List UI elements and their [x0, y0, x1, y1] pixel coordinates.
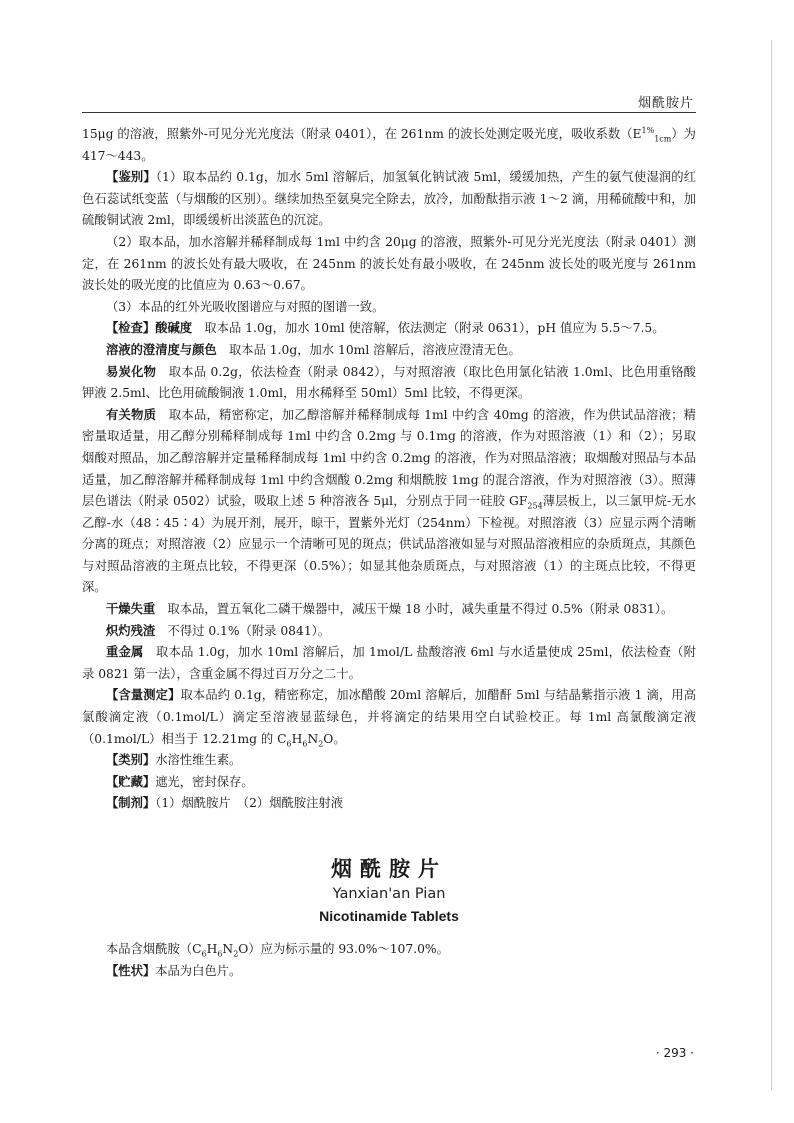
identification-2: （2）取本品，加水溶解并稀释制成每 1ml 中约含 20μg 的溶液，照紫外-可见分光光度法（附录 0401）测定，在 261nm 的波长处有最大吸收，在 245nm 的波长处有最小吸收，在 245nm 波长处的吸光度与 261nm 波长处的吸光度的比值应为 0.63～0.67。 — [82, 234, 696, 293]
monograph-title-en: Nicotinamide Tablets — [319, 908, 459, 924]
preparations-line: 【制剂】（1）烟酰胺片 （2）烟酰胺注射液 — [106, 796, 344, 811]
running-head: 烟酰胺片 — [637, 96, 694, 111]
page-edge-line — [771, 40, 772, 1090]
check-clarity: 溶液的澄清度与颜色 取本品 1.0g，加水 10ml 溶解后，溶液应澄清无色。 — [106, 342, 521, 357]
page-content — [82, 124, 696, 982]
check-heavy-metals: 重金属 取本品 1.0g，加水 10ml 溶解后，加 1mol/L 盐酸溶液 6ml 与水适量使成 25ml，依法检查（附录 0821 第一法），含重金属不得过百万分之二十。 — [82, 645, 696, 681]
identification-3: （3）本品的红外光吸收图谱应与对照的图谱一致。 — [106, 299, 385, 314]
check-residue-on-ignition: 炽灼残渣 不得过 0.1%（附录 0841）。 — [106, 623, 331, 638]
identification-1: 【鉴别】（1）取本品约 0.1g，加水 5ml 溶解后，加氢氧化钠试液 5ml，缓缓加热，产生的氨气使湿润的红色石蕊试纸变蓝（与烟酸的区别）。继续加热至氨臭完全除去，放冷，加酚酞指示液 1～2 滴，用稀硫酸中和，加硫酸铜试液 2ml，即缓缓析出淡蓝色的沉淀。 — [82, 170, 696, 228]
storage-line: 【贮藏】遮光，密封保存。 — [106, 774, 254, 789]
uv-paragraph: 15μg 的溶液，照紫外-可见分光光度法（附录 0401），在 261nm 的波长处测定吸光度，吸收系数$(E^{1\%}_{1cm})$为 417～443。 — [82, 125, 696, 163]
check-loss-on-drying: 干燥失重 取本品，置五氧化二磷干燥器中，减压干燥 18 小时，减失重量不得过 0.5%（附录 0831）。 — [106, 602, 674, 617]
monograph-properties-line: 【性状】本品为白色片。 — [106, 963, 242, 978]
page-number: · 293 · — [655, 1046, 694, 1060]
monograph-content-line: 本品含烟酰胺$(C_6H_6N_2O)$应为标示量的 93.0%～107.0%。 — [106, 942, 449, 959]
monograph-title-cn: 烟酰胺片 — [331, 857, 447, 881]
header-rule — [82, 112, 696, 113]
monograph-title-pinyin: Yanxian'an Pian — [332, 886, 446, 902]
monograph-title-block — [82, 855, 696, 927]
assay-paragraph: 【含量测定】取本品约 0.1g，精密称定，加冰醋酸 20ml 溶解后，加醋酐 5ml 与结晶紫指示液 1 滴，用高氯酸滴定液（0.1mol/L）滴定至溶液显蓝绿色，并将滴定的结果用空白试验校正。每 1ml 高氯酸滴定液（0.1mol/L）相当于 12.21mg 的 $C_6H_6N_2O$。 — [82, 688, 696, 749]
check-related-substances: 有关物质 取本品，精密称定，加乙醇溶解并稀释制成每 1ml 中约含 40mg 的溶液，作为供试品溶液；精密量取适量，用乙醇分别稀释制成每 1ml 中约含 0.2mg 与 0.1mg 的溶液，作为对照溶液（1）和（2）；另取烟酸对照品，加乙醇溶解并定量稀释制成每 1ml 中约含 0.2mg 的溶液，作为对照品溶液；取烟酸对照品与本品适量，加乙醇溶解并稀释制成每 1ml 中约含烟酸 0.2mg 和烟酰胺 1mg 的混合溶液，作为对照溶液（3）。照薄层色谱法（附录 0502）试验，吸取上述 5 种溶液各 5μl，分别点于同一硅胶 $GF_{254}$薄层板上，以三氯甲烷-无水乙醇-水（48∶45∶4）为展开剂，展开，晾干，置紫外光灯（254nm）下检视。对照溶液（3）应显示两个清晰分离的斑点；对照溶液（2）应显示一个清晰可见的斑点；供试品溶液如显与对照品溶液相应的杂质斑点，其颜色与对照品溶液的主斑点比较，不得更深（0.5%）；如显其他杂质斑点，与对照溶液（1）的主斑点比较，不得更深。 — [82, 407, 696, 595]
category-line: 【类别】水溶性维生素。 — [106, 753, 242, 768]
check-carbonizable: 易炭化物 取本品 0.2g，依法检查（附录 0842），与对照溶液（取比色用氯化钴液 1.0ml、比色用重铬酸钾液 2.5ml、比色用硫酸铜液 1.0ml，用水稀释至 50ml）5ml 比较，不得更深。 — [82, 364, 696, 401]
check-acidity: 【检查】酸碱度 取本品 1.0g，加水 10ml 使溶解，依法测定（附录 0631），pH 值应为 5.5～7.5。 — [106, 321, 665, 336]
